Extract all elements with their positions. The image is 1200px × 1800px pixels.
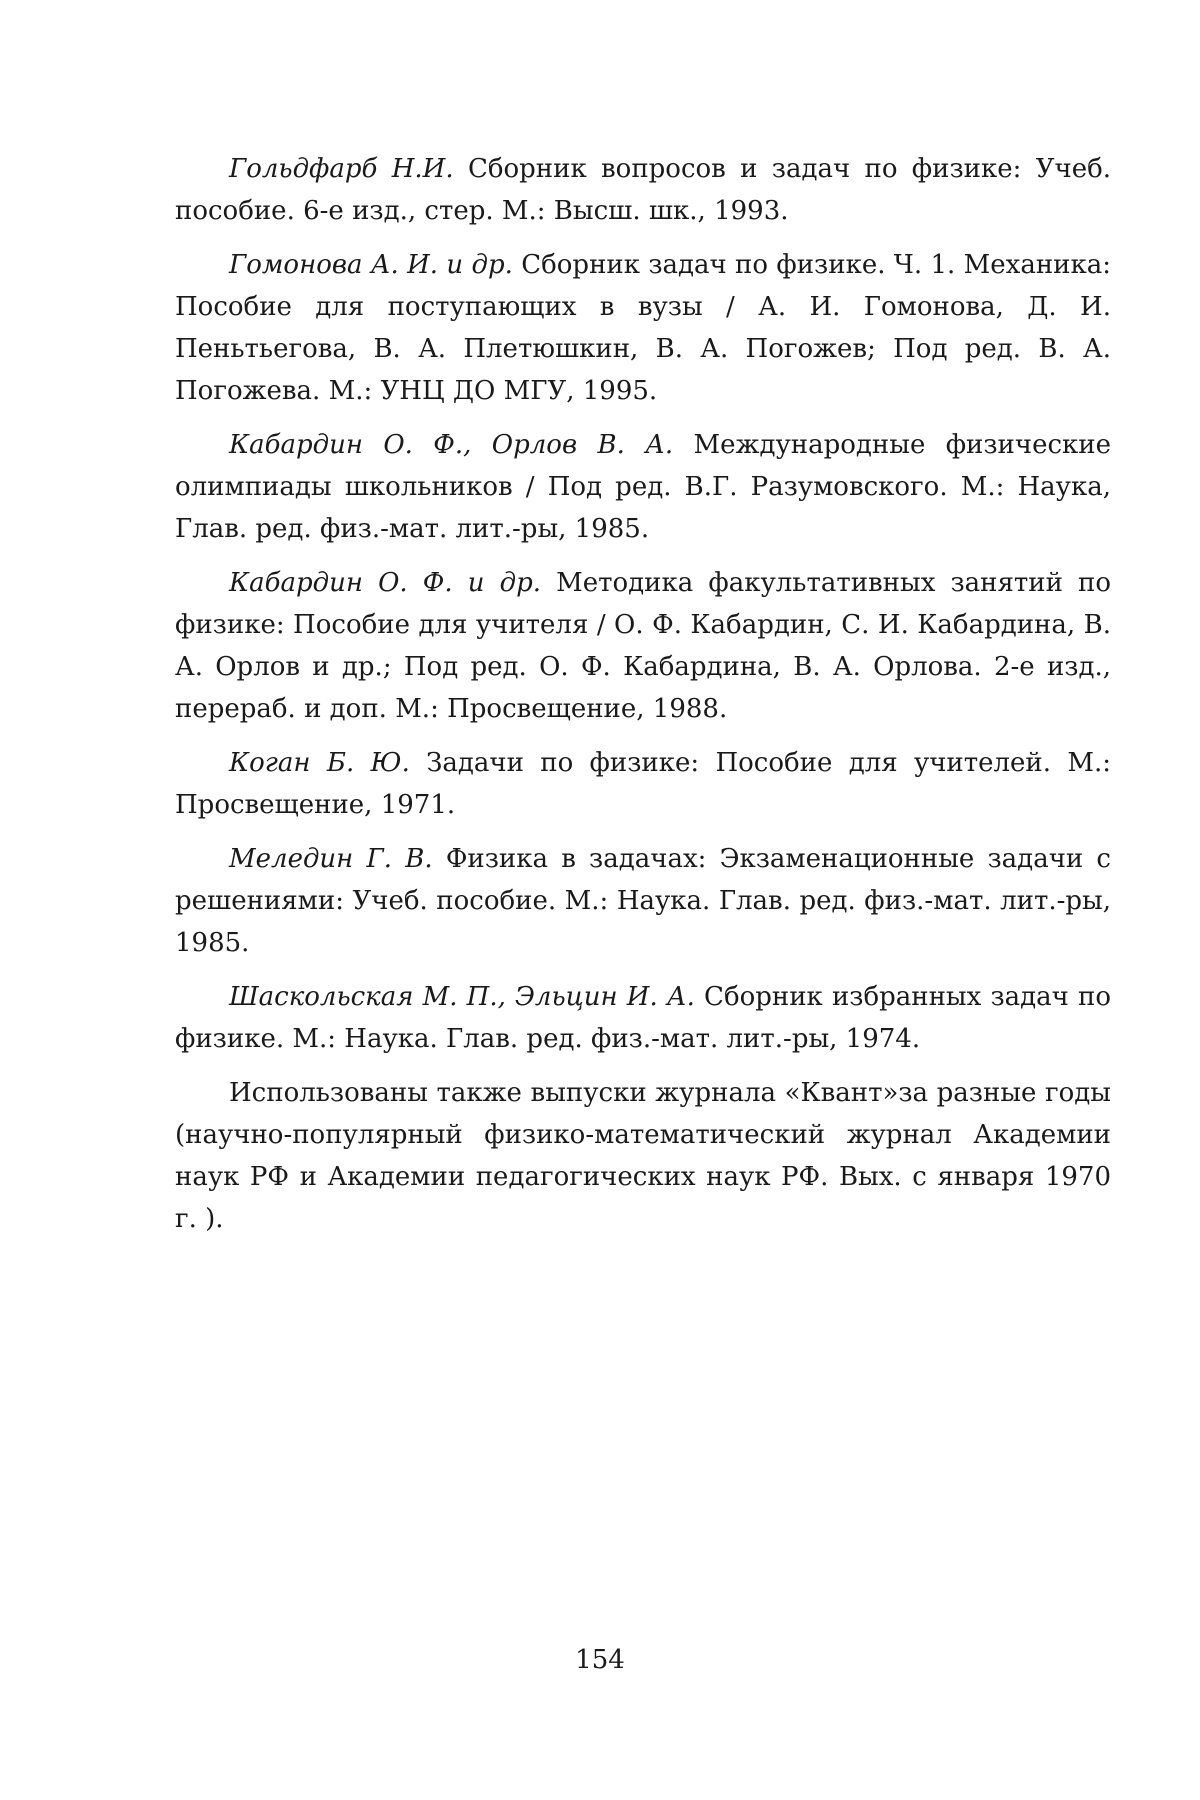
reference-author: Коган Б. Ю. [229, 748, 410, 778]
reference-entry [175, 244, 1111, 412]
reference-author: Меледин Г. В. [229, 844, 433, 874]
reference-author: Шаскольская М. П., Эльцин И. А. [229, 982, 695, 1012]
reference-text: Методика факультативных занятий по физике: Пособие для учителя / О. Ф. Кабардин, С. И. Кабардина, В. А. Орлов и др.; Под ред. О. Ф. Кабардина, В. А. Орлова. 2-е изд., перераб. и доп. М.: Просвещение, 1988. [175, 568, 1112, 724]
reference-author: Кабардин О. Ф., Орлов В. А. [229, 430, 674, 460]
reference-text: Сборник задач по физике. Ч. 1. Механика: Пособие для поступающих в вузы / А. И. Гомонова, Д. И. Пеньтьегова, В. А. Плетюшкин, В. А. Погожев; Под ред. В. А. Погожева. М.: УНЦ ДО МГУ, 1995. [175, 250, 1111, 406]
reference-author: Гомонова А. И. и др. [229, 250, 513, 280]
bibliography-list [175, 148, 1111, 1252]
reference-text: Сборник вопросов и задач по физике: Учеб. пособие. 6-е изд., стер. М.: Высш. шк., 1993. [175, 154, 1111, 226]
reference-entry [175, 838, 1111, 964]
reference-entry [175, 742, 1111, 826]
reference-entry [175, 976, 1111, 1060]
reference-text: Физика в задачах: Экзаменационные задачи с решениями: Учеб. пособие. М.: Наука. Глав. ред. физ.-мат. лит.-ры, 1985. [175, 844, 1111, 958]
reference-text: Сборник избранных задач по физике. М.: Наука. Глав. ред. физ.-мат. лит.-ры, 1974. [175, 982, 1111, 1054]
reference-author: Гольдфарб Н.И. [229, 154, 454, 184]
reference-entry [175, 562, 1111, 730]
reference-text: Международные физические олимпиады школьников / Под ред. В.Г. Разумовского. М.: Наука, Глав. ред. физ.-мат. лит.-ры, 1985. [175, 430, 1111, 544]
reference-author: Кабардин О. Ф. и др. [229, 568, 541, 598]
reference-entry [175, 148, 1111, 232]
reference-entry [175, 424, 1111, 550]
page-number: 154 [575, 1645, 625, 1675]
journal-note: Использованы также выпуски журнала «Квант»за разные годы (научно-популярный физико-математический журнал Академии наук РФ и Академии педагогических наук РФ. Вых. с января 1970 г. ). [175, 1078, 1111, 1234]
reference-text: Задачи по физике: Пособие для учителей. М.: Просвещение, 1971. [175, 748, 1111, 820]
